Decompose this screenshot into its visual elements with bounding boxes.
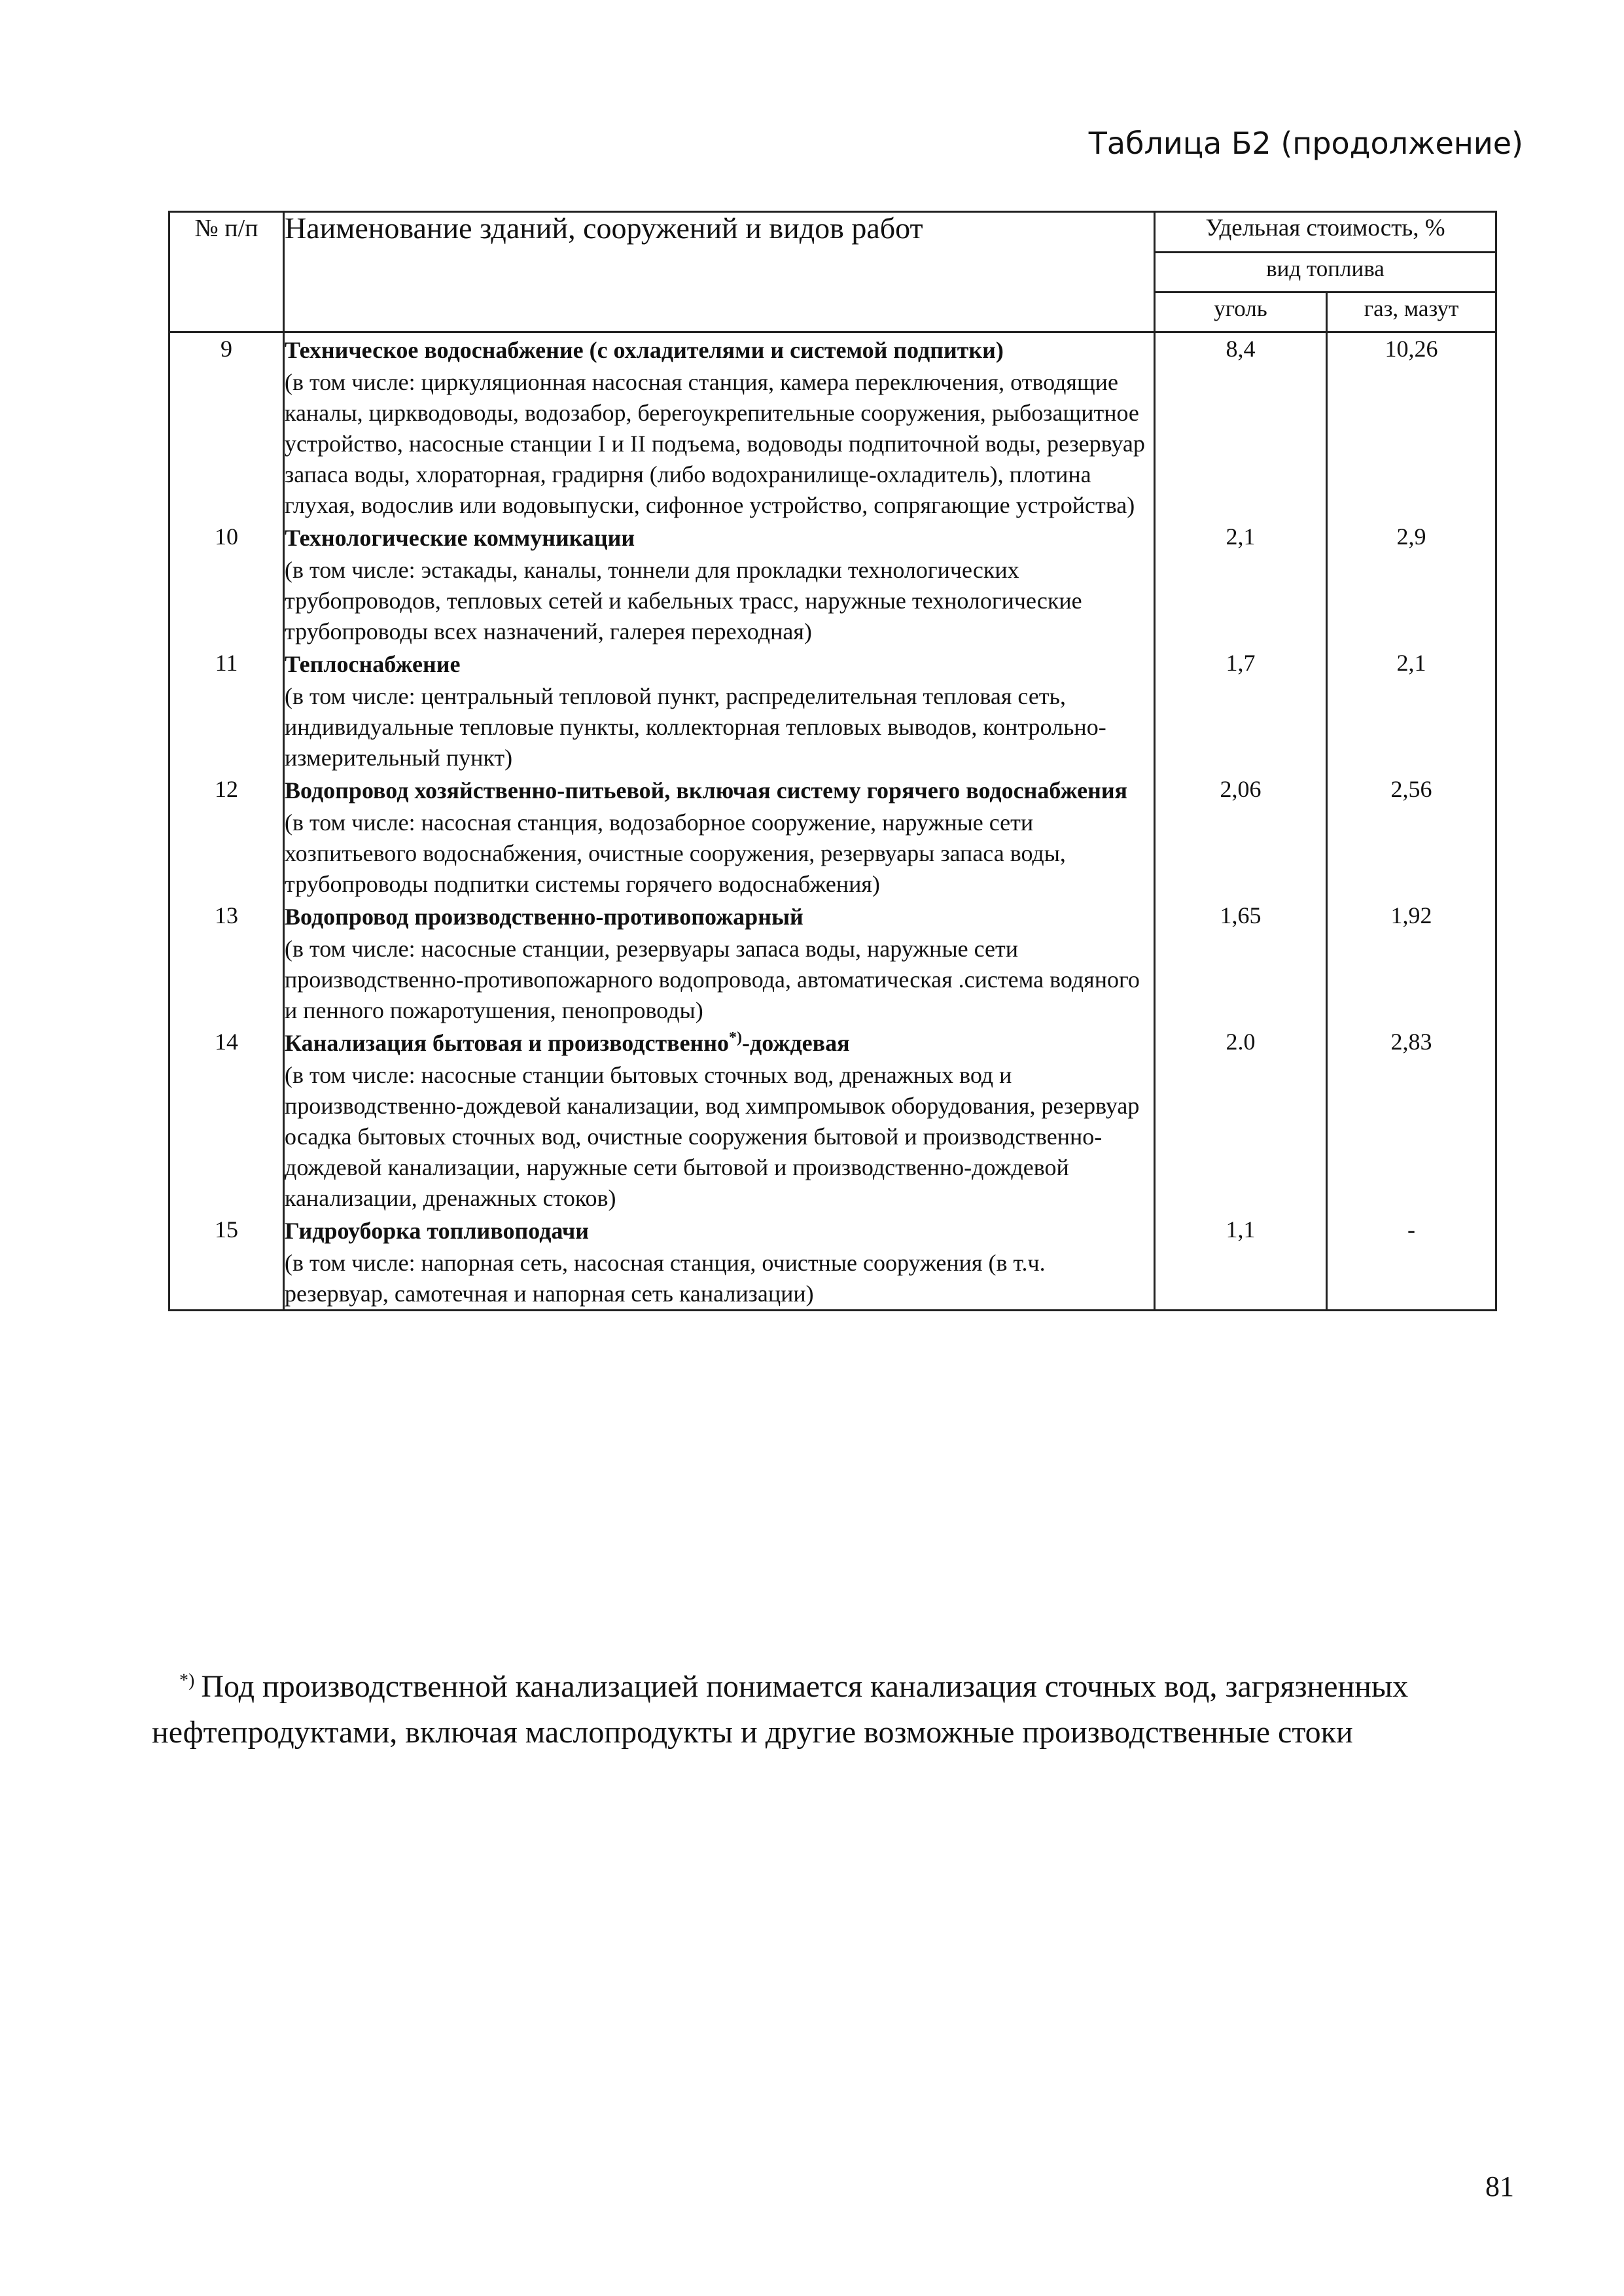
header-fuel: вид топлива [1155,253,1496,292]
table-row [169,332,1496,521]
row-gas-value: 1,92 [1327,900,1496,1026]
header-number: № п/п [169,212,284,332]
row-name [284,1026,1155,1214]
footnote [152,1666,1493,1753]
row-number: 15 [169,1214,284,1311]
row-title: Технологические коммуникации [285,525,635,551]
header-coal: уголь [1155,292,1327,332]
table-row [169,521,1496,647]
row-coal-value: 1,1 [1155,1214,1327,1311]
row-gas-value: 2,9 [1327,521,1496,647]
table-row [169,647,1496,773]
row-coal-value: 2,06 [1155,773,1327,900]
row-coal-value: 2,1 [1155,521,1327,647]
row-name [284,521,1155,647]
row-title [285,1026,1154,1060]
row-title: Теплоснабжение [285,651,461,677]
row-description: (в том числе: эстакады, каналы, тоннели для прокладки технологических трубопроводов, тепловых сетей и кабельных трасс, наружные технологические трубопроводы всех назначений, галерея переходная) [285,557,1082,645]
header-name: Наименование зданий, сооружений и видов работ [284,212,1155,332]
row-title-part: Канализация бытовая и производственно [285,1030,730,1056]
cost-table [168,211,1497,1311]
row-coal-value: 8,4 [1155,332,1327,521]
row-title-part: -дождевая [742,1030,850,1056]
footnote-text: Под производственной канализацией понимается канализация сточных вод, загрязненных нефтепродуктами, включая маслопродукты и другие возможные производственные стоки [152,1669,1409,1750]
row-title: Гидроуборка топливоподачи [285,1218,590,1244]
row-title: Водопровод хозяйственно-питьевой, включая систему горячего водоснабжения [285,777,1128,804]
row-gas-value: - [1327,1214,1496,1311]
header-gas: газ, мазут [1327,292,1496,332]
row-gas-value: 2,83 [1327,1026,1496,1214]
row-description: (в том числе: насосная станция, водозаборное сооружение, наружные сети хозпитьевого водоснабжения, очистные сооружения, резервуары запаса воды, трубопроводы подпитки системы горячего водоснабжения) [285,809,1066,897]
row-name [284,647,1155,773]
row-name [284,773,1155,900]
row-title: Водопровод производственно-противопожарный [285,904,803,930]
page-number: 81 [1485,2170,1514,2202]
row-title: Техническое водоснабжение (с охладителями и системой подпитки) [285,337,1004,363]
row-number: 14 [169,1026,284,1214]
footnote-reference: *) [729,1029,743,1046]
row-gas-value: 2,1 [1327,647,1496,773]
row-gas-value: 10,26 [1327,332,1496,521]
table-caption: Таблица Б2 (продолжение) [1088,126,1523,161]
row-number: 10 [169,521,284,647]
table-row [169,900,1496,1026]
row-gas-value: 2,56 [1327,773,1496,900]
row-description: (в том числе: циркуляционная насосная станция, камера переключения, отводящие каналы, циркводоводы, водозабор, берегоукрепительные сооружения, рыбозащитное устройство, насосные станции I и II подъема, водоводы подпиточной воды, резервуар запаса воды, хлораторная, градирня (либо водохранилище-охладитель), плотина глухая, водослив или водовыпуски, сифонное устройство, сопрягающие устройства) [285,369,1145,518]
table-row [169,773,1496,900]
row-description: (в том числе: напорная сеть, насосная станция, очистные сооружения (в т.ч. резервуар, самотечная и напорная сеть канализации) [285,1250,1046,1307]
row-name [284,900,1155,1026]
table-row [169,1026,1496,1214]
row-coal-value: 1,65 [1155,900,1327,1026]
row-number: 11 [169,647,284,773]
row-coal-value: 1,7 [1155,647,1327,773]
row-name [284,1214,1155,1311]
header-cost: Удельная стоимость, % [1155,212,1496,253]
row-description: (в том числе: насосные станции, резервуары запаса воды, наружные сети производственно-противопожарного водопровода, автоматическая .система водяного и пенного пожаротушения, пенопроводы) [285,936,1140,1023]
row-description: (в том числе: насосные станции бытовых сточных вод, дренажных вод и производственно-дождевой канализации, вод химпромывок оборудования, резервуар осадка бытовых сточных вод, очистные сооружения бытовой и производственно-дождевой канализации, наружные сети бытовой и производственно-дождевой канализации, дренажных стоков) [285,1062,1140,1211]
row-number: 13 [169,900,284,1026]
row-number: 12 [169,773,284,900]
footnote-mark: *) [179,1670,195,1691]
table-row [169,1214,1496,1311]
row-description: (в том числе: центральный тепловой пункт, распределительная тепловая сеть, индивидуальные тепловые пункты, коллекторная тепловых выводов, контрольно-измерительный пункт) [285,683,1106,771]
row-name [284,332,1155,521]
row-number: 9 [169,332,284,521]
row-coal-value: 2.0 [1155,1026,1327,1214]
